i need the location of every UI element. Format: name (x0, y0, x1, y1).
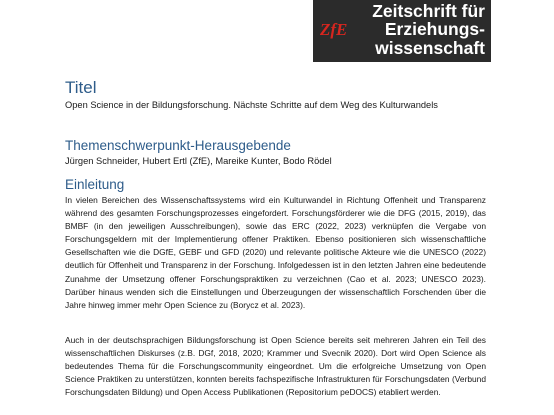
logo-line-3: wissenschaft (375, 38, 485, 58)
logo-abbreviation: ZfE (320, 20, 348, 39)
title-heading: Titel (65, 78, 97, 97)
editors-heading: Themenschwerpunkt-Herausgebende (65, 138, 291, 153)
body-paragraph: Auch in der deutschsprachigen Bildungsforschung ist Open Science bereits seit mehreren Jahren ein Teil des wissenschaftlichen Diskurses (z.B. DGf, 2018, 2020; Krammer und Svecnik 2020). Dort wird Open Science als bedeutendes Thema für die Forschungscommunity eingeordnet. Um die erfolgreiche Umsetzung von Open Science Praktiken zu unterstützen, konnten bereits fachspezifische Infrastrukturen für Forschungsdaten (Verbund Forschungsdaten Bildung) und Open Access Publikationen (Repositorium peDOCS) etabliert werden. (65, 335, 486, 398)
body-paragraph: In vielen Bereichen des Wissenschaftssystems wird ein Kulturwandel in Richtung Offenheit und Transparenz während des gesamten Forschungsprozesses eingefordert. Forschungsförderer wie die DFG (2015, 2019), das BMBF (in den jeweiligen Ausschreibungen), sowie das ERC (2022, 2023) verknüpfen die Vergabe von Forschungsgeldern mit der Implementierung offener Praktiken. Ebenso positionieren sich wissenschaftliche Gesellschaften wie die DGfE, GEBF und GFD (2020) und relevante politische Akteure wie die UNESCO (2022) deutlich für Offenheit und Transparenz in der Forschung. Infolgedessen ist in den letzten Jahren eine bedeutende Zunahme der Umsetzung offener Forschungspraktiken zu verzeichnen (Cao et al. 2023; UNESCO 2023). Darüber hinaus wenden sich die Einstellungen und Überzeugungen der wissenschaftlich Forschenden über die Jahre hinweg immer mehr Open Science zu (Borycz et al. 2023). (65, 195, 486, 310)
editors-text: Jürgen Schneider, Hubert Ertl (ZfE), Mareike Kunter, Bodo Rödel (65, 156, 332, 166)
title-text: Open Science in der Bildungsforschung. Nächste Schritte auf dem Weg des Kulturwandels (65, 100, 438, 110)
journal-logo (313, 0, 491, 62)
intro-heading: Einleitung (65, 177, 125, 192)
logo-line-2: Erziehungs- (384, 19, 485, 39)
logo-line-1: Zeitschrift für (372, 1, 485, 21)
